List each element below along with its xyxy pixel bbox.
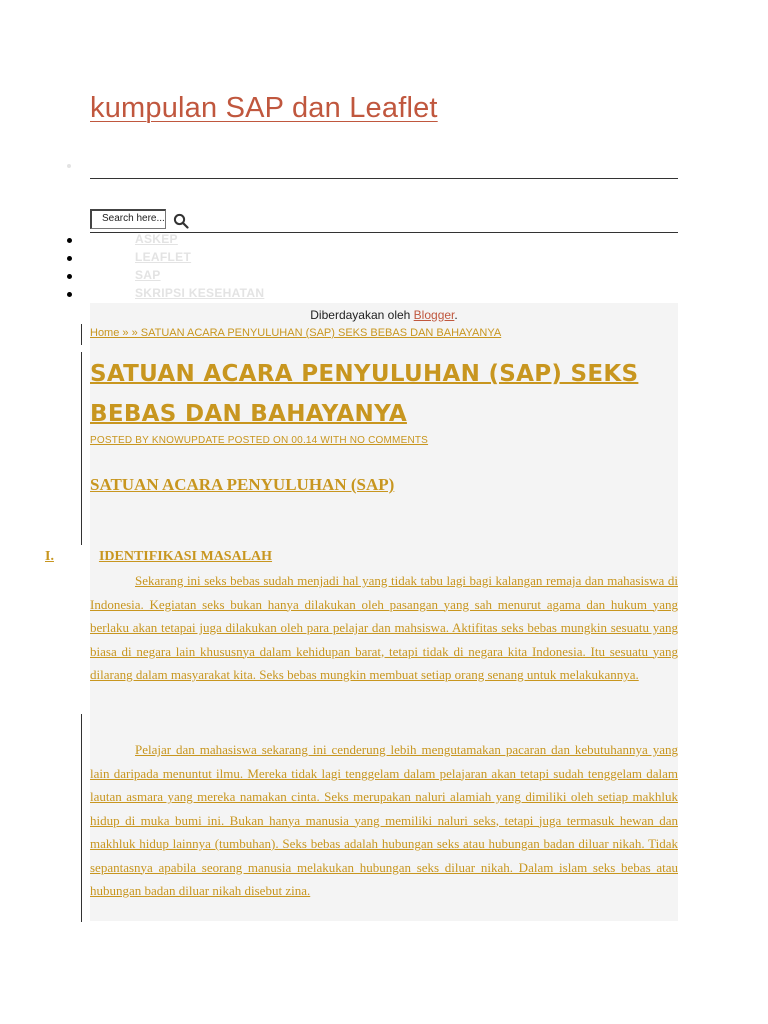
bullet-marker: [67, 164, 71, 168]
nav-item-leaflet: [0, 250, 400, 268]
powered-prefix: Diberdayakan oleh: [310, 308, 414, 322]
paragraph-2: Pelajar dan mahasiswa sekarang ini cenderung lebih mengutamakan pacaran dan kebutuhannya yang lain daripada menuntut ilmu. Mereka tidak lagi tenggelam dalam pelajaran akan tetapi sudah tenggelam dalam lautan asmara yang mereka namakan cinta. Seks merupakan naluri alamiah yang dimiliki oleh setiap makhluk hidup di muka bumi ini. Bukan hanya manusia yang memiliki naluri seks, tetapi juga termasuk hewan dan makhluk hidup lainnya (tumbuhan). Seks bebas adalah hubungan seks atau hubungan badan diluar nikah. Tidak sepantasnya apabila seorang manusia melakukan hubungan seks diluar nikah. Dalam islam seks bebas atau hubungan badan diluar nikah disebut zina.: [90, 742, 678, 898]
search-input[interactable]: Search here...: [90, 209, 166, 229]
post-meta[interactable]: POSTED BY KNOWUPDATE POSTED ON 00.14 WITH NO COMMENTS: [90, 435, 429, 446]
nav-item-skripsi: [0, 286, 400, 304]
powered-by: [0, 308, 768, 322]
powered-suffix: .: [454, 308, 458, 322]
nav-link-leaflet[interactable]: LEAFLET: [135, 250, 192, 264]
nav-item-askep: [0, 232, 400, 250]
bullet-icon: [67, 256, 72, 261]
bullet-icon: [67, 238, 72, 243]
blog-title[interactable]: kumpulan SAP dan Leaflet: [90, 92, 438, 124]
nav-link-skripsi[interactable]: SKRIPSI KESEHATAN: [135, 286, 265, 300]
bullet-icon: [67, 292, 72, 297]
search-icon[interactable]: [173, 213, 189, 229]
nav-link-askep[interactable]: ASKEP: [135, 232, 178, 246]
post-title[interactable]: SATUAN ACARA PENYULUHAN (SAP) SEKS BEBAS DAN BAHAYANYA: [90, 361, 639, 427]
section-number: I.: [45, 549, 54, 564]
bullet-icon: [67, 274, 72, 279]
section-title: IDENTIFIKASI MASALAH: [98, 549, 273, 564]
left-border-middle: [81, 352, 82, 545]
nav-link-sap[interactable]: SAP: [135, 268, 161, 282]
nav-item-sap: [0, 268, 400, 286]
document-heading: SATUAN ACARA PENYULUHAN (SAP): [90, 475, 395, 494]
section-heading: [45, 549, 272, 565]
left-border-top: [81, 324, 82, 345]
left-border-bottom: [81, 714, 82, 922]
breadcrumb[interactable]: Home » » SATUAN ACARA PENYULUHAN (SAP) SEKS BEBAS DAN BAHAYANYA: [90, 327, 502, 339]
header-divider: [90, 178, 678, 179]
blogger-link[interactable]: Blogger: [413, 308, 455, 322]
paragraph-1: Sekarang ini seks bebas sudah menjadi hal yang tidak tabu lagi bagi kalangan remaja dan mahasiswa di Indonesia. Kegiatan seks bukan hanya dilakukan oleh pasangan yang sah menurut agama dan hukum yang berlaku akan tetapai juga dilakukan oleh para pelajar dan mahsiswa. Aktifitas seks bebas mungkin sesuatu yang biasa di negara lain khususnya dalam kehidupan barat, tetapi tidak di negara kita Indonesia. Itu sesuatu yang dilarang dalam masyarakat kita. Seks bebas mungkin membuat setiap orang senang untuk melakukannya.: [90, 573, 678, 682]
